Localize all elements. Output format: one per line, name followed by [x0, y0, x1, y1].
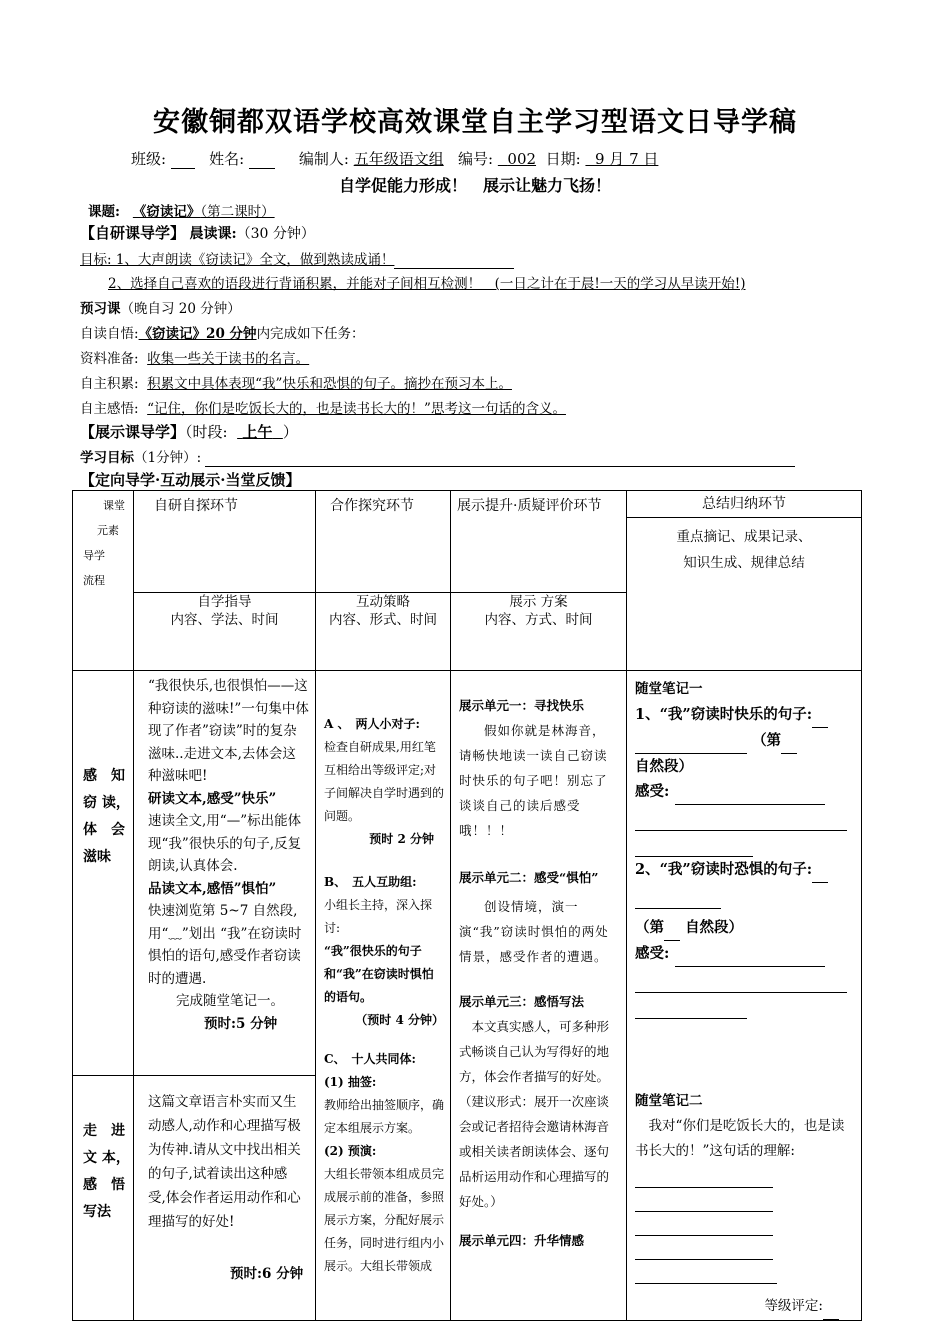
self-study-heading: 【自研课导学】	[80, 224, 186, 242]
accumulate-row	[80, 372, 512, 392]
row1-intro: “我很快乐,也很惧怕——这种窃读的滋味!”一句集中体现了作者”窃读”时的复杂滋味..走进文本,去体会这种滋味吧!	[148, 678, 309, 784]
b-text-1: 小组长主持，深入探讨:	[324, 898, 433, 935]
feel1-field-3[interactable]	[635, 831, 753, 857]
q1-blank-b[interactable]	[635, 728, 747, 754]
q1-row	[635, 702, 853, 728]
q1-row-2	[635, 728, 853, 779]
feel-row	[80, 397, 566, 417]
preview-row	[80, 297, 241, 317]
note2-field-4[interactable]	[635, 1236, 773, 1260]
row2-label-2: 文 本，	[83, 1150, 130, 1167]
row2-label-3: 感 悟	[83, 1177, 125, 1194]
row2-col1	[134, 1076, 315, 1286]
step2-text: 快速浏览第 5~7 自然段,用“﹏”划出 “我”在窃读时惧怕的语句,感受作者窃读时的遭遇.	[148, 903, 302, 987]
col4-sub-2: 知识生成、规律总结	[683, 555, 805, 571]
topic-period: （第二课时）	[200, 204, 275, 220]
time-close: ）	[282, 423, 298, 441]
learning-goal-label: 学习目标	[80, 450, 134, 466]
a-time: 预时 2 分钟	[369, 832, 434, 846]
note2-field-1[interactable]	[635, 1164, 773, 1188]
finish-note: 完成随堂笔记一。	[176, 993, 284, 1009]
class-label: 班级:	[131, 150, 167, 168]
q1-blank-a[interactable]	[812, 702, 828, 728]
b-title: B、 五人互助组:	[324, 875, 417, 889]
note2-lines	[635, 1164, 853, 1284]
material-row	[80, 347, 309, 367]
feel2-field-2[interactable]	[635, 967, 847, 993]
accumulate-value: 积累文中具体表现“我”快乐和恐惧的句子。摘抄在预习本上。	[147, 376, 512, 392]
q2-line-2	[635, 883, 853, 909]
learning-goal-field[interactable]	[205, 450, 795, 467]
time-label: （时段:	[185, 423, 228, 441]
step1-text: 速读全文,用“—”标出能体现“我”很快乐的句子,反复朗读,认真体会.	[148, 813, 302, 874]
page-title: 安徽铜都双语学校高效课堂自主学习型语文日导学稿	[153, 107, 797, 138]
u2-text: 创设情境，演一演“我”窃读时惧怕的两处情景，感受作者的遭遇。	[459, 899, 609, 964]
class-field[interactable]	[171, 150, 195, 169]
row1-col1-cell	[134, 671, 316, 1076]
b-text-2: “我”很快乐的句子和“我”在窃读时惧怕的语句。	[324, 944, 434, 1004]
feel1-line-3	[635, 831, 853, 857]
feel1-field-2[interactable]	[635, 805, 847, 831]
material-label: 资料准备:	[80, 351, 139, 367]
row2-label	[73, 1076, 133, 1226]
corner-1: 课堂	[103, 499, 125, 512]
row1-time: 预时:5 分钟	[204, 1015, 278, 1032]
col4-title: 总结归纳环节	[702, 496, 786, 512]
topic-value: 《窃读记》	[132, 204, 201, 220]
col2-subheader	[316, 593, 451, 671]
feel2-field[interactable]	[675, 941, 825, 967]
feel1-line-2	[635, 805, 853, 831]
col3-title: 展示提升·质疑评价环节	[457, 498, 602, 514]
q2-paragraph-field[interactable]	[664, 915, 680, 941]
col2-sub-1: 互动策略	[356, 594, 410, 610]
slogan: 自学促能力形成！ 展示让魅力飞扬！	[338, 176, 611, 195]
row1-label-cell	[73, 671, 134, 1076]
row1-label-2: 窃 读，	[83, 795, 130, 811]
date-label: 日期:	[545, 150, 581, 168]
preview-label: 预习课	[80, 301, 121, 317]
number-label: 编号:	[458, 150, 494, 168]
q2-text: 2、“我”窃读时恐惧的句子:	[635, 861, 813, 878]
row2-label-1: 走 进	[83, 1123, 125, 1140]
learning-goal-row	[80, 446, 795, 467]
col3-sub-2: 内容、方式、时间	[484, 612, 593, 628]
goal-1	[80, 248, 514, 269]
display-heading: 【展示课导学】	[80, 423, 186, 441]
u3-title: 展示单元三：感悟写法	[459, 994, 585, 1009]
self-read-tail: 内完成如下任务：	[256, 326, 365, 342]
q1-tail: （第	[752, 732, 782, 749]
feel1-label: 感受:	[635, 783, 670, 800]
self-read-value: 《窃读记》20 分钟	[138, 326, 257, 342]
note2-text: 我对“你们是吃饭长大的，也是读书长大的！”这句话的理解:	[635, 1118, 845, 1159]
flow-table	[72, 490, 862, 1321]
col2-body-cell	[316, 671, 451, 1321]
row1-label-1: 感 知	[83, 768, 125, 784]
col1-title: 自研自探环节	[154, 498, 238, 514]
corner-cell	[73, 491, 134, 671]
self-read-label: 自读自悟:	[80, 326, 139, 342]
col3-header	[451, 491, 627, 593]
c-2: (2) 预演:	[324, 1144, 377, 1158]
q1-paragraph-field[interactable]	[781, 728, 797, 754]
info-line	[131, 148, 658, 169]
grade-label: 等级评定:	[764, 1298, 823, 1314]
time-value-text: 上午	[242, 423, 273, 441]
q2-blank-a[interactable]	[812, 857, 828, 883]
q2-row	[635, 857, 853, 883]
accumulate-label: 自主积累:	[80, 376, 139, 392]
name-field[interactable]	[249, 150, 275, 169]
row2-text: 这篇文章语言朴实而又生动感人,动作和心理描写极为传神.请从文中找出相关的句子,试着读出这种感受,体会作者运用动作和心理描写的好处!	[148, 1094, 301, 1231]
note2-title: 随堂笔记二	[635, 1093, 703, 1109]
display-heading-row	[80, 421, 298, 442]
self-study-heading-row	[80, 222, 315, 243]
self-read-row	[80, 322, 365, 342]
learning-goal-time: （1分钟）:	[134, 450, 202, 466]
topic-label: 课题:	[88, 204, 120, 220]
lesson-topic	[88, 200, 275, 220]
a-title: A 、 两人小对子:	[324, 717, 420, 731]
q1-tail-2: 自然段）	[635, 758, 693, 775]
q1-text: 1、“我”窃读时快乐的句子:	[635, 706, 813, 723]
c-1-text: 教师给出抽签顺序，确定本组展示方案。	[324, 1098, 445, 1135]
col3-subheader	[451, 593, 627, 671]
row2-label-4: 写法	[83, 1204, 111, 1221]
c-1: (1) 抽签:	[324, 1075, 377, 1089]
u4-title: 展示单元四：升华情感	[459, 1233, 585, 1248]
col4-sub	[627, 517, 861, 576]
name-label: 姓名:	[209, 150, 245, 168]
col4-header	[627, 491, 862, 671]
feel2-field-3[interactable]	[635, 993, 747, 1019]
col2-sub-2: 内容、形式、时间	[329, 612, 437, 628]
col4-body-cell	[627, 671, 862, 1321]
c-2-text: 大组长带领本组成员完成展示前的准备，参照展示方案，分配好展示任务，同时进行组内小展示。大组长带领成	[324, 1167, 445, 1273]
col1-header	[134, 491, 316, 593]
feel2-row	[635, 941, 853, 967]
goal-1-blank	[394, 252, 514, 269]
c-title: C、 十人共同体:	[324, 1052, 416, 1066]
flow-heading: 【定向导学·互动展示·当堂反馈】	[80, 471, 301, 489]
col1-subheader	[134, 593, 316, 671]
col3-body	[451, 671, 626, 1253]
morning-label: 晨读课:	[189, 226, 237, 242]
note2-field-2[interactable]	[635, 1188, 773, 1212]
editor-value: 五年级语文组	[353, 150, 444, 168]
goal-2: 2、选择自己喜欢的语段进行背诵积累，并能对子间相互检测！ (一日之计在于晨!一天的学习从早读开始!)	[108, 276, 746, 292]
grade-field[interactable]	[823, 1294, 839, 1320]
a-text: 检查自研成果,用红笔互相给出等级评定;对子间解决自学时遇到的问题。	[324, 740, 445, 823]
feel-label: 自主感悟:	[80, 401, 139, 417]
row1-label-4: 滋味	[83, 849, 111, 865]
editor-label: 编制人:	[298, 150, 349, 168]
step1-title: 研读文本,感受”快乐”	[148, 790, 277, 807]
u1-title: 展示单元一：寻找快乐	[459, 698, 585, 713]
corner-labels	[73, 491, 133, 593]
row2-label-cell	[73, 1076, 134, 1321]
preview-time: （晚自习 20 分钟）	[120, 301, 241, 317]
col2-title: 合作探究环节	[330, 498, 414, 514]
q2-blank-b[interactable]	[635, 883, 721, 909]
col2-body	[316, 671, 450, 1278]
feel1-row	[635, 779, 853, 805]
col4-body	[627, 671, 861, 1320]
material-value: 收集一些关于读书的名言。	[147, 351, 310, 367]
row1-col1	[134, 671, 315, 1039]
note2-field-3[interactable]	[635, 1212, 773, 1236]
col3-sub-1: 展示 方案	[509, 594, 568, 610]
u1-text: 假如你就是林海音，请畅快地读一读自己窃读时快乐的句子吧！别忘了谈谈自己的读后感受哦！！！	[459, 723, 608, 838]
step2-title: 品读文本,感悟”惧怕”	[148, 880, 277, 897]
grade-row	[635, 1294, 853, 1320]
row2-time: 预时:6 分钟	[230, 1266, 304, 1283]
u3-text: 本文真实感人，可多种形式畅谈自己认为写得好的地方，体会作者描写的好处。（建议形式：展开一次座谈会或记者招待会邀请林海音或相关读者朗读体会、逐句品析运用动作和心理描写的好处。）	[459, 1019, 610, 1209]
b-time: （预时 4 分钟）	[355, 1013, 444, 1027]
feel2-line-2	[635, 967, 853, 993]
row2-col1-cell	[134, 1076, 316, 1321]
q2-row-3	[635, 915, 853, 941]
col3-body-cell	[451, 671, 627, 1321]
corner-2: 元素	[97, 524, 119, 537]
time-value	[237, 423, 283, 441]
col1-sub-2: 内容、学法、时间	[170, 612, 279, 628]
feel2-label: 感受:	[635, 945, 670, 962]
feel1-field[interactable]	[675, 779, 825, 805]
corner-4: 流程	[83, 574, 105, 587]
number-value	[498, 150, 536, 168]
goal-1-text: 目标: 1、大声朗读《窃读记》全文，做到熟读成诵！	[80, 252, 395, 268]
col1-sub-1: 自学指导	[197, 594, 252, 610]
feel-value: “记住，你们是吃饭长大的，也是读书长大的！”思考这一句话的含义。	[147, 401, 566, 417]
col4-sub-1: 重点摘记、成果记录、	[676, 529, 812, 545]
q2-tail-2: 自然段）	[685, 919, 744, 936]
q2-tail: （第	[635, 919, 664, 936]
row1-label-3: 体 会	[83, 822, 125, 838]
row1-label	[73, 671, 133, 871]
feel2-line-3	[635, 993, 853, 1019]
date-text: 9 月 7 日	[594, 150, 659, 168]
corner-3: 导学	[83, 549, 105, 562]
date-value	[585, 150, 658, 168]
note2-field-5[interactable]	[635, 1260, 777, 1284]
col2-header	[316, 491, 451, 593]
u2-title: 展示单元二：感受“惧怕”	[459, 870, 599, 885]
note1-title: 随堂笔记一	[635, 681, 703, 697]
number-text: 002	[507, 150, 537, 168]
morning-time: （30 分钟）	[236, 226, 315, 242]
